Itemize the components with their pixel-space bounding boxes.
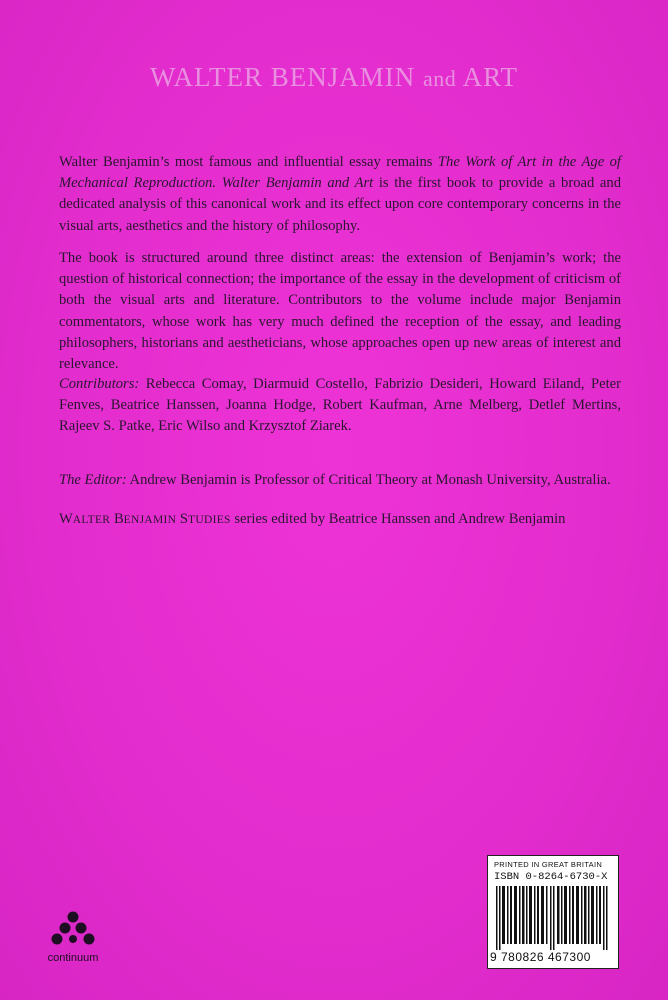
essay-and-book-title: The Work of Art in the Age of Mechanical Reproduction. Walter Benjamin and Art <box>59 154 621 192</box>
description-paragraph-2: The book is structured around three distinct areas: the extension of Benjamin’s work; the question of historical connection; the importance of the essay in the development of criticism of both the visual arts and literature. Contributors to the volume include major Benjamin commentators, whose work has very much defined the reception of the essay, and leading philosophers, historians and aestheticians, whose approaches open up new areas of interest and relevance. <box>59 250 621 373</box>
contributors-paragraph <box>59 374 621 438</box>
series-note: WALTER BENJAMIN STUDIES series edited by Beatrice Hanssen and Andrew Benjamin <box>59 511 566 527</box>
contributors-list: Rebecca Comay, Diarmuid Costello, Fabrizio Desideri, Howard Eiland, Peter Fenves, Beatrice Hanssen, Joanna Hodge, Robert Kaufman, Arne Melberg, Detlef Mertins, Rajeev S. Patke, Eric Wilso and Krzysztof Ziarek. <box>59 376 621 435</box>
printed-in-text: PRINTED IN GREAT BRITAIN <box>494 860 603 869</box>
description-paragraph-1: Walter Benjamin’s most famous and influential essay remains The Work of Art in the Age of Mechanical Reproduction. Walter Benjamin and Art is the first book to provide a broad and dedicated analysis of this canonical work and its effect upon core contemporary concerns in the visual arts, aesthetics and the history of philosophy. <box>59 154 621 234</box>
barcode-number: 9 780826 467300 <box>490 950 591 964</box>
isbn-text: ISBN 0-8264-6730-X <box>494 871 608 883</box>
editor-paragraph <box>59 470 621 491</box>
barcode-image <box>496 886 610 950</box>
editor-label: The Editor: <box>59 472 127 488</box>
title-art: ART <box>462 62 518 92</box>
book-title <box>0 62 668 93</box>
title-walter-benjamin: WALTER BENJAMIN <box>150 62 416 92</box>
title-and: and <box>423 66 457 91</box>
publisher-name: continuum <box>47 952 99 964</box>
barcode-label <box>487 855 619 969</box>
editor-bio: Andrew Benjamin is Professor of Critical Theory at Monash University, Australia. <box>126 472 611 488</box>
contributors-label: Contributors: <box>59 376 140 392</box>
